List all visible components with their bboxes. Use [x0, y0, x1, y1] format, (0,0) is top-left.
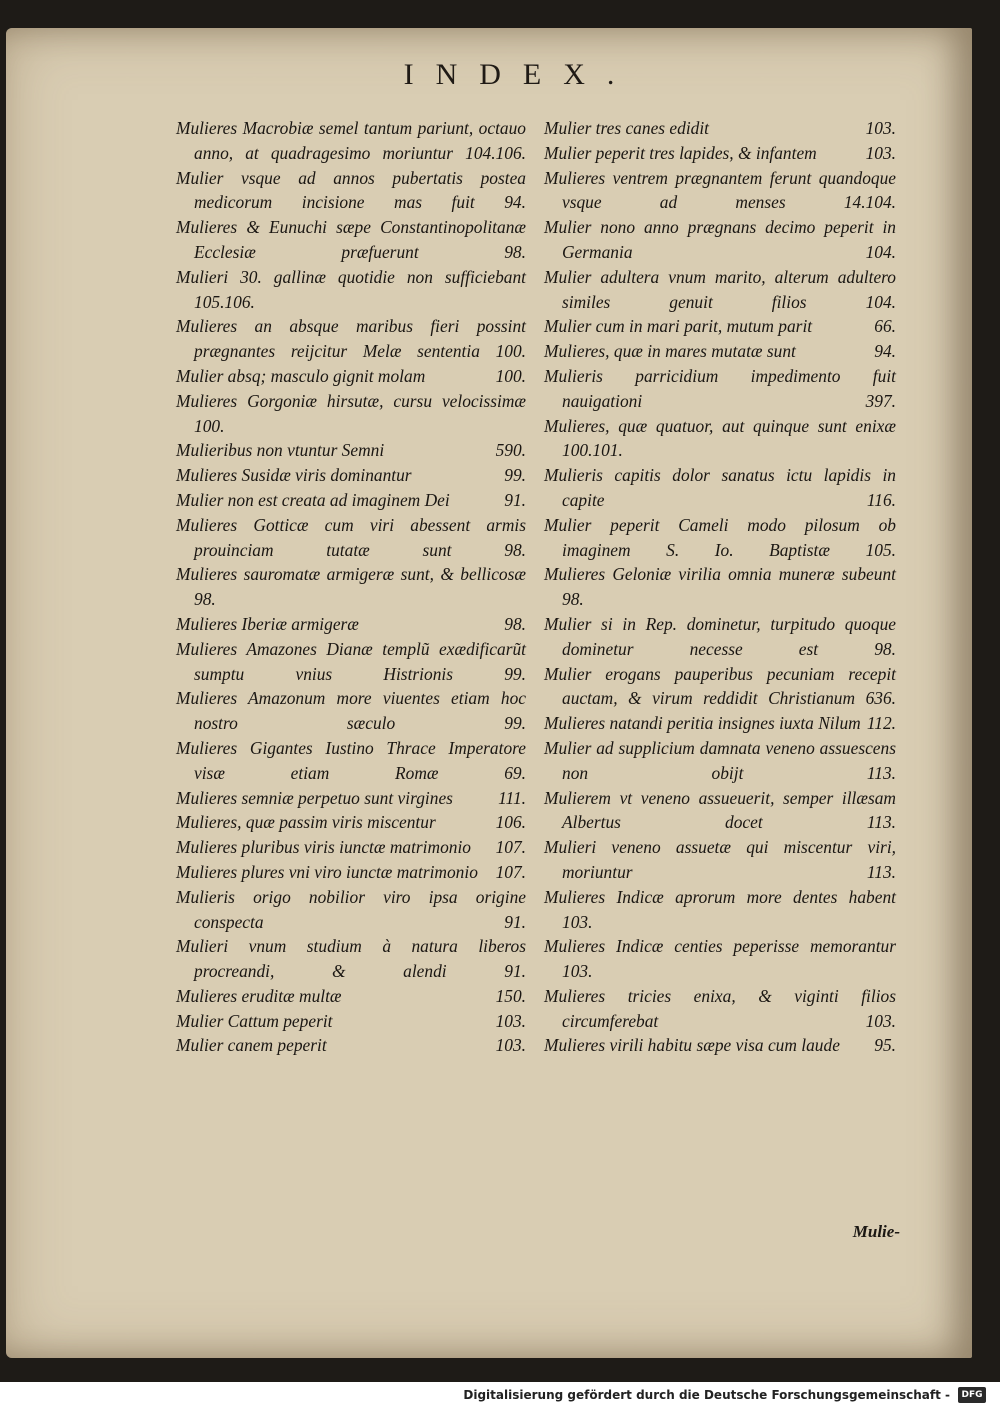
- entry-page-ref: 103.: [865, 118, 896, 138]
- index-entry: [544, 215, 896, 265]
- entry-text: Mulier absq; masculo gignit molam: [176, 365, 426, 386]
- index-entry: [544, 835, 896, 885]
- entry-page-ref: 104.106.: [465, 142, 526, 163]
- index-entry: [176, 1033, 526, 1058]
- index-entry: [176, 488, 526, 513]
- entry-text: Mulieres Amazones Dianæ templũ exædificarũt sumptu vnius Histrionis: [176, 638, 526, 684]
- index-entry: [544, 414, 896, 464]
- index-entry: [176, 885, 526, 935]
- entry-page-ref: 66.: [874, 316, 896, 337]
- entry-page-ref: 69.: [504, 762, 526, 783]
- index-entry: [544, 166, 896, 216]
- entry-page-ref: 91.: [504, 911, 526, 932]
- entry-text: Mulieres Iberiæ armigeræ: [176, 613, 359, 634]
- entry-text: Mulieres semniæ perpetuo sunt virgines: [176, 787, 453, 808]
- entry-page-ref: 104.: [865, 291, 896, 312]
- index-entry: [544, 562, 896, 612]
- index-entry: [176, 810, 526, 835]
- entry-text: Mulier Cattum peperit: [176, 1010, 333, 1031]
- entry-text: Mulieres Gigantes Iustino Thrace Imperatore visæ etiam Romæ: [176, 737, 526, 783]
- index-entry: [544, 984, 896, 1034]
- entry-page-ref: 590.: [495, 440, 526, 461]
- index-entry: [176, 364, 526, 389]
- entry-text: Mulieres ventrem prægnantem ferunt quandoque vsque ad menses: [544, 167, 896, 213]
- entry-page-ref: 104.: [865, 241, 896, 262]
- entry-page-ref: 14.104.: [843, 192, 896, 213]
- entry-page-ref: 95.: [874, 1035, 896, 1056]
- index-entry: [176, 463, 526, 488]
- entry-page-ref: 107.: [495, 861, 526, 882]
- entry-text: Mulieres Amazonum more viuentes etiam hoc nostro sæculo: [176, 688, 526, 734]
- index-entry: [544, 314, 896, 339]
- entry-text: Mulieris origo nobilior viro ipsa origine conspecta: [176, 886, 526, 932]
- index-entry: [176, 513, 526, 563]
- entry-text: Mulier ad supplicium damnata veneno assuescens non obijt: [544, 737, 896, 783]
- entry-text: Mulieri vnum studium à natura liberos procreandi, & alendi: [176, 936, 526, 982]
- index-entry: [544, 711, 896, 736]
- index-entry: [544, 612, 896, 662]
- entry-page-ref: 113.: [866, 861, 896, 882]
- entry-page-ref: 113.: [866, 762, 896, 783]
- index-entry: [176, 786, 526, 811]
- entry-text: Mulieribus non vtuntur Semni: [176, 440, 385, 461]
- index-entry: [544, 513, 896, 563]
- index-entry: [176, 984, 526, 1009]
- entry-page-ref: 94.: [504, 192, 526, 213]
- index-entry: [544, 662, 896, 712]
- index-entry: [176, 166, 526, 216]
- entry-page-ref: 98.: [504, 241, 526, 262]
- left-index-column: [176, 116, 526, 1058]
- index-entry: [544, 265, 896, 315]
- index-entry: [176, 116, 526, 166]
- entry-text: Mulieris parricidium impedimento fuit nauigationi: [544, 365, 896, 411]
- entry-text: Mulier vsque ad annos pubertatis postea medicorum incisione mas fuit: [176, 167, 526, 213]
- index-entry: [176, 265, 526, 315]
- entry-page-ref: 98.: [194, 589, 216, 610]
- entry-text: Mulieres Gorgoniæ hirsutæ, cursu velocissimæ: [176, 390, 526, 411]
- entry-text: Mulieres, quæ quatuor, aut quinque sunt enixæ: [544, 415, 896, 436]
- entry-page-ref: 99.: [504, 465, 526, 486]
- entry-page-ref: 91.: [504, 961, 526, 982]
- index-entry: [544, 1033, 896, 1058]
- page-title: INDEX.: [403, 58, 637, 91]
- entry-text: Mulieres sauromatæ armigeræ sunt, & bellicosæ: [176, 564, 526, 585]
- index-entry: [176, 215, 526, 265]
- entry-page-ref: 91.: [504, 489, 526, 510]
- index-entry: [544, 364, 896, 414]
- index-entry: [176, 314, 526, 364]
- right-index-column: [544, 116, 896, 1058]
- entry-page-ref: 105.: [865, 539, 896, 560]
- entry-text: Mulieres virili habitu sæpe visa cum laude: [544, 1035, 840, 1056]
- entry-text: Mulieres Macrobiæ semel tantum pariunt, octauo anno, at quadragesimo moriuntur: [176, 118, 526, 163]
- index-entry: [176, 438, 526, 463]
- entry-page-ref: 100.: [194, 415, 225, 436]
- funding-notice: Digitalisierung gefördert durch die Deutsche Forschungsgemeinschaft -: [463, 1388, 950, 1402]
- entry-text: Mulier tres canes edidit: [544, 118, 710, 138]
- index-entry: [176, 736, 526, 786]
- index-entry: [176, 934, 526, 984]
- entry-page-ref: 105.106.: [194, 291, 255, 312]
- index-entry: [176, 1009, 526, 1034]
- entry-page-ref: 106.: [495, 812, 526, 833]
- index-entry: [176, 562, 526, 612]
- entry-page-ref: 99.: [504, 713, 526, 734]
- entry-page-ref: 113.: [866, 812, 896, 833]
- entry-text: Mulieres Susidæ viris dominantur: [176, 465, 412, 486]
- index-entry: [544, 786, 896, 836]
- entry-text: Mulieres, quæ passim viris miscentur: [176, 812, 436, 833]
- entry-text: Mulier si in Rep. dominetur, turpitudo quoque dominetur necesse est: [544, 613, 896, 659]
- entry-text: Mulier canem peperit: [176, 1035, 327, 1056]
- footer-bar: [0, 1382, 1000, 1411]
- entry-text: Mulieres Gotticæ cum viri abessent armis prouinciam tutatæ sunt: [176, 514, 526, 560]
- entry-text: Mulierem vt veneno assueuerit, semper illæsam Albertus docet: [544, 787, 896, 833]
- index-entry: [544, 934, 896, 984]
- entry-text: Mulier peperit tres lapides, & infantem: [544, 142, 817, 163]
- index-entry: [176, 389, 526, 439]
- index-entry: [176, 835, 526, 860]
- entry-text: Mulieris capitis dolor sanatus ictu lapidis in capite: [544, 465, 896, 510]
- entry-text: Mulier erogans pauperibus pecuniam recepit auctam, & virum reddidit Christianum: [544, 663, 896, 709]
- entry-text: Mulieri 30. gallinæ quotidie non sufficiebant: [176, 266, 526, 287]
- entry-text: Mulieres Indicæ aprorum more dentes habent: [544, 886, 896, 907]
- entry-page-ref: 94.: [874, 341, 896, 362]
- entry-page-ref: 111.: [498, 787, 526, 808]
- entry-page-ref: 103.: [865, 142, 896, 163]
- index-entry: [544, 116, 896, 141]
- entry-page-ref: 103.: [562, 911, 593, 932]
- entry-page-ref: 98.: [504, 613, 526, 634]
- entry-page-ref: 103.: [495, 1010, 526, 1031]
- entry-page-ref: 98.: [504, 539, 526, 560]
- index-entry: [176, 612, 526, 637]
- entry-text: Mulieres pluribus viris iunctæ matrimonio: [176, 837, 471, 858]
- entry-text: Mulieri veneno assuetæ qui miscentur viri, moriuntur: [544, 837, 896, 882]
- dfg-logo: DFG: [958, 1387, 986, 1403]
- catchword: Mulie-: [852, 1222, 900, 1241]
- entry-page-ref: 100.: [495, 365, 526, 386]
- index-entry: [544, 736, 896, 786]
- index-entry: [176, 637, 526, 687]
- index-entry: [544, 339, 896, 364]
- index-entry: [544, 885, 896, 935]
- entry-text: Mulieres & Eunuchi sæpe Constantinopolitanæ Ecclesiæ præfuerunt: [176, 217, 526, 262]
- entry-page-ref: 98.: [874, 638, 896, 659]
- entry-page-ref: 636.: [865, 688, 896, 709]
- entry-text: Mulieres natandi peritia insignes iuxta Nilum: [544, 713, 861, 734]
- entry-text: Mulieres, quæ in mares mutatæ sunt: [544, 341, 796, 362]
- entry-page-ref: 150.: [495, 985, 526, 1006]
- entry-page-ref: 103.: [495, 1035, 526, 1056]
- entry-text: Mulieres tricies enixa, & viginti filios circumferebat: [544, 985, 896, 1031]
- entry-text: Mulier non est creata ad imaginem Dei: [176, 489, 450, 510]
- entry-page-ref: 100.101.: [562, 440, 623, 461]
- entry-page-ref: 112.: [866, 713, 896, 734]
- index-entry: [176, 860, 526, 885]
- entry-text: Mulier nono anno prægnans decimo peperit in Germania: [544, 217, 896, 262]
- index-entry: [176, 686, 526, 736]
- entry-page-ref: 116.: [866, 489, 896, 510]
- entry-text: Mulier peperit Cameli modo pilosum ob imaginem S. Io. Baptistæ: [544, 514, 896, 560]
- entry-page-ref: 100.: [495, 341, 526, 362]
- entry-text: Mulier cum in mari parit, mutum parit: [544, 316, 813, 337]
- entry-page-ref: 98.: [562, 589, 584, 610]
- entry-page-ref: 99.: [504, 663, 526, 684]
- entry-page-ref: 103.: [865, 1010, 896, 1031]
- entry-text: Mulieres plures vni viro iunctæ matrimonio: [176, 861, 478, 882]
- entry-text: Mulieres an absque maribus fieri possint prægnantes reijcitur Melæ sententia: [176, 316, 526, 362]
- entry-text: Mulieres eruditæ multæ: [176, 985, 342, 1006]
- entry-text: Mulieres Indicæ centies peperisse memorantur: [544, 936, 896, 957]
- entry-page-ref: 103.: [562, 961, 593, 982]
- entry-page-ref: 107.: [495, 837, 526, 858]
- entry-text: Mulier adultera vnum marito, alterum adultero similes genuit filios: [544, 266, 896, 312]
- entry-page-ref: 397.: [865, 390, 896, 411]
- entry-text: Mulieres Geloniæ virilia omnia muneræ subeunt: [544, 564, 896, 585]
- index-entry: [544, 463, 896, 513]
- index-entry: [544, 141, 896, 166]
